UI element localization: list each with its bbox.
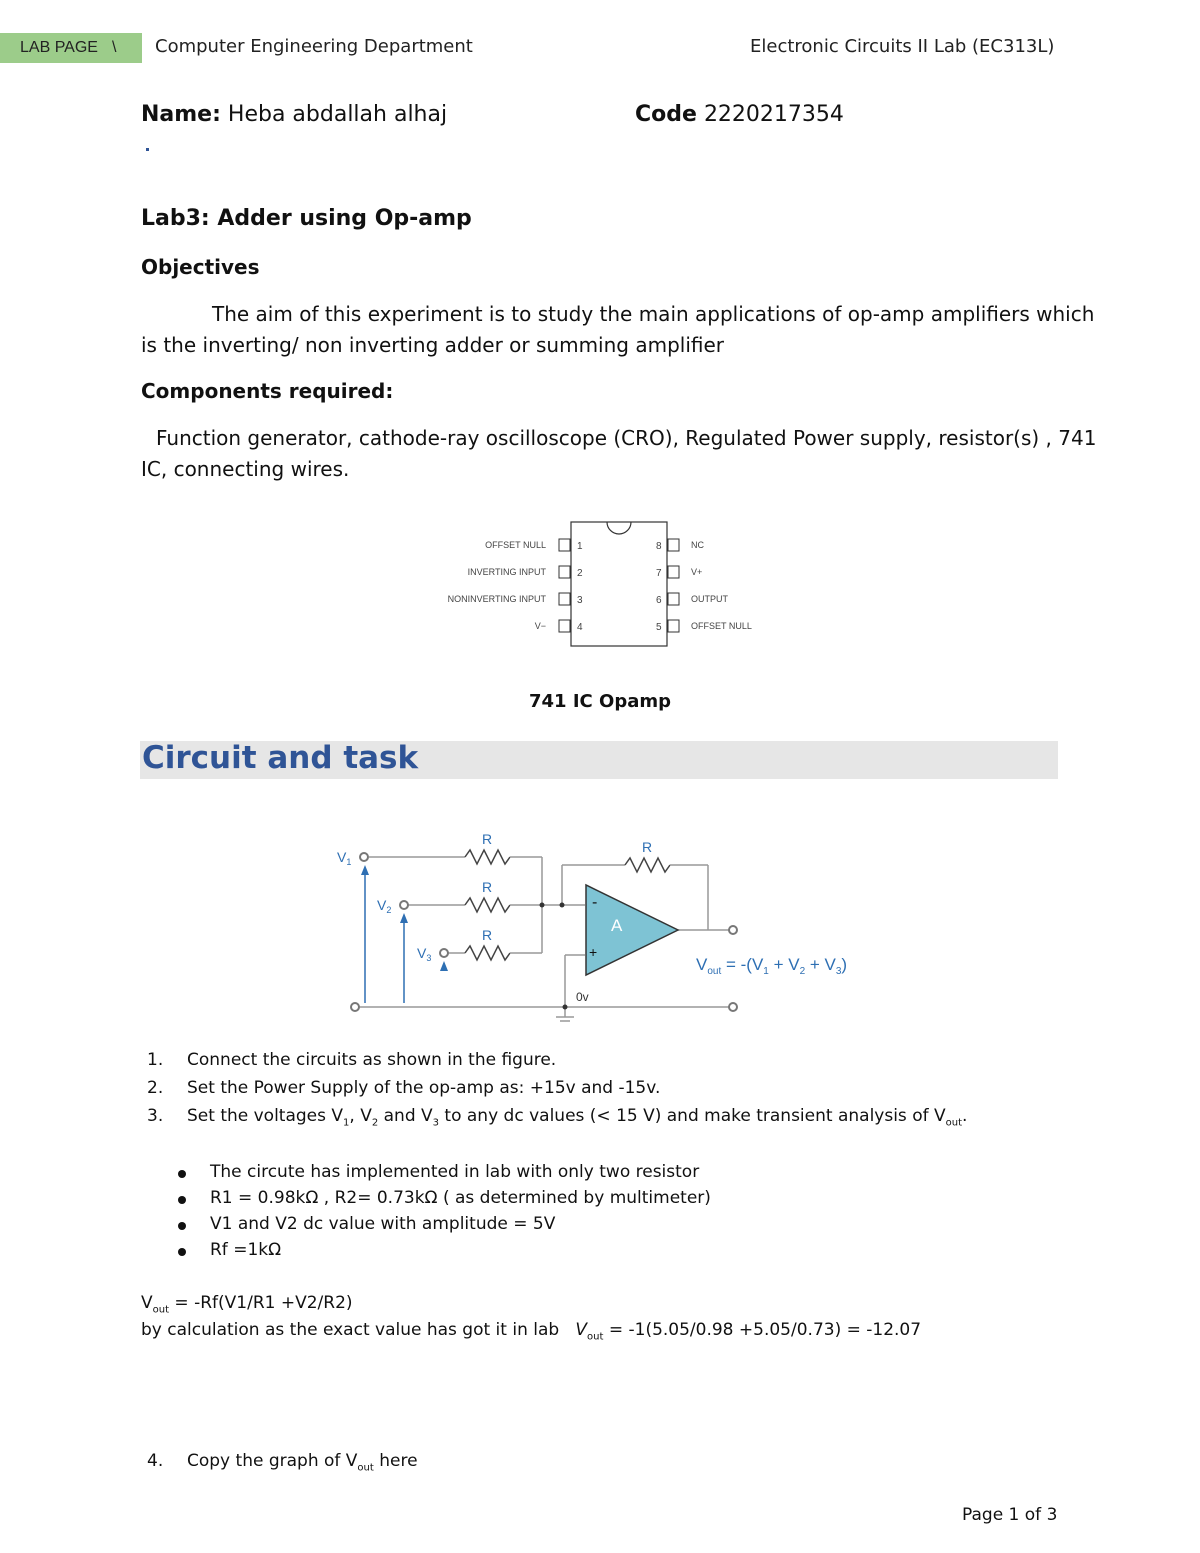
opamp-label: A [611,916,623,935]
pin-number-5: 5 [656,622,662,633]
opamp-minus: - [592,894,598,911]
v2-terminal [400,901,408,909]
vout-equation: $V_{out} = -(V_1 + V_2 + V_3)$ [696,955,848,977]
pin-6 [668,593,679,605]
objectives-heading: Objectives [141,255,260,279]
components-line1: Function generator, cathode-ray oscilloscope (CRO), Regulated Power supply, resistor(s) , 741 [156,426,1097,450]
pin-1 [559,539,570,551]
pin-label-output: OUTPUT [691,594,728,604]
objectives-line2: is the inverting/ non inverting adder or summing amplifier [141,333,725,357]
bullet-1: The circute has implemented in lab with only two resistor [178,1162,978,1186]
opamp-plus: + [589,944,598,960]
components-line2: IC, connecting wires. [141,457,350,481]
pin-number-2: 2 [577,568,583,579]
ic-body [571,522,667,646]
r3-label: R [482,927,493,943]
opamp-symbol [586,885,678,975]
pin-7 [668,566,679,578]
ground-right-terminal [729,1003,737,1011]
bullet-4: Rf =1kΩ [178,1240,978,1264]
pin-2 [559,566,570,578]
vout-formula: $V_{out} = -Rf(V1/R1 +V2/R2)$ [141,1293,353,1316]
pin-label-inverting-input: INVERTING INPUT [467,567,546,577]
pin-8 [668,539,679,551]
v3-label: $V_3$ [417,945,432,963]
lab-title: Lab3: Adder using Op-amp [141,206,472,231]
step-2: 2. Set the Power Supply of the op-amp as: +15v and -15v. [147,1078,661,1098]
pin-label-v-plus: V+ [691,567,703,577]
pin-5 [668,620,679,632]
pin-label-nc: NC [691,540,704,550]
pin-label-offset-null: OFFSET NULL [485,540,546,550]
tab-label: LAB PAGE [20,39,98,56]
v1-terminal [360,853,368,861]
step-1: 1. Connect the circuits as shown in the figure. [147,1050,557,1070]
lab-page-tab [0,33,142,63]
step-3: 3. Set the voltages $V_1$, $V_2$ and $V_3$ to any dc values (< 15 V) and make transient analysis of $V_{out}$. [147,1106,968,1129]
vout-calculation: by calculation as the exact value has got it in lab $V_{out} = -1(5.05/0.98 +5.05/0.73) = -12.07$ [141,1320,922,1343]
page-number: Page 1 of 3 [962,1505,1058,1525]
tab-separator: \ [111,39,117,56]
bullet-3: V1 and V2 dc value with amplitude = 5V [178,1214,978,1238]
student-name: Name: Heba abdallah alhaj [141,102,448,127]
pin-number-3: 3 [577,595,583,606]
pin-number-8: 8 [656,541,662,552]
rf-label: R [642,839,653,855]
ic-notch [607,522,631,534]
pin-number-1: 1 [577,541,583,552]
r2-label: R [482,879,493,895]
pin-number-7: 7 [656,568,662,579]
v1-label: $V_1$ [337,849,352,867]
blue-dot [146,148,149,151]
student-code: Code 2220217354 [635,102,844,127]
pin-label-noninverting-input: NONINVERTING INPUT [447,594,546,604]
pin-number-6: 6 [656,595,662,606]
v3-terminal [440,949,448,957]
vout-terminal [729,926,737,934]
department-header: Computer Engineering Department [155,36,473,57]
pin-4 [559,620,570,632]
step-4: 4. Copy the graph of $V_{out}$ here [147,1451,418,1474]
objectives-line1: The aim of this experiment is to study the main applications of op-amp amplifiers which [212,302,1095,326]
bullet-2: R1 = 0.98kΩ , R2= 0.73kΩ ( as determined by multimeter) [178,1188,978,1212]
ground-left-terminal [351,1003,359,1011]
pin-label-offset-null-2: OFFSET NULL [691,621,752,631]
ic-caption: 741 IC Opamp [529,691,671,712]
section-title: Circuit and task [142,740,419,776]
pin-3 [559,593,570,605]
ic-741-pinout-diagram [430,515,770,655]
components-heading: Components required: [141,379,394,403]
ground-label: 0v [576,990,589,1004]
v2-label: $V_2$ [377,897,392,915]
pin-label-v-minus: V− [534,621,546,631]
pin-number-4: 4 [577,622,583,633]
course-header: Electronic Circuits II Lab (EC313L) [750,36,1055,57]
summing-amplifier-circuit [320,825,880,1030]
r1-label: R [482,831,493,847]
